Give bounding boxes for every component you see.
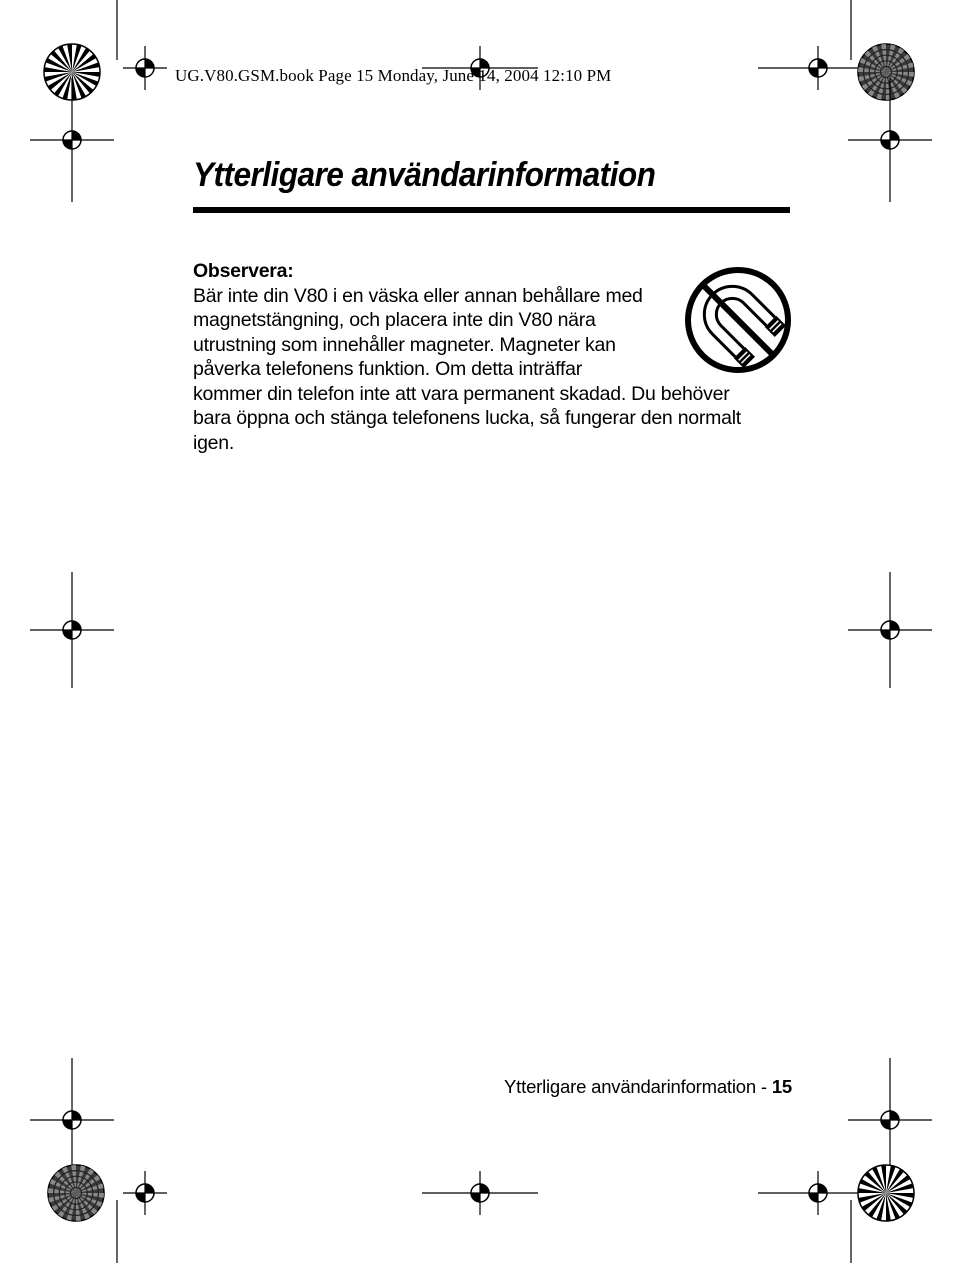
page-number: 15: [771, 1076, 792, 1097]
note-line: bara öppna och stänga telefonens lucka, så fungerar den normalt: [193, 407, 741, 429]
crosshair-quadrant: [136, 1193, 145, 1202]
crosshair-quadrant: [63, 140, 72, 149]
no-magnets-icon: [684, 266, 792, 374]
title-rule: [193, 207, 790, 213]
crosshair-quadrant: [72, 1111, 81, 1120]
print-slug: UG.V80.GSM.book Page 15 Monday, June 14, 2004 12:10 PM: [175, 66, 612, 85]
crosshair-quadrant: [72, 621, 81, 630]
crosshair-quadrant: [809, 68, 818, 77]
note-line: påverka telefonens funktion. Om detta inträffar: [193, 358, 582, 380]
note-line: utrustning som innehåller magneter. Magneter kan: [193, 333, 616, 356]
crosshair-quadrant: [63, 630, 72, 639]
note-line: Bär inte din V80 i en väska eller annan behållare med: [193, 284, 643, 307]
crosshair-quadrant: [890, 621, 899, 630]
crosshair-quadrant: [63, 1120, 72, 1129]
crosshair-quadrant: [881, 140, 890, 149]
note-label: Observera:: [193, 260, 294, 282]
crosshair-quadrant: [471, 1193, 480, 1202]
note-line: kommer din telefon inte att vara permanent skadad. Du behöver: [193, 382, 730, 405]
crosshair-quadrant: [72, 131, 81, 140]
crosshair-quadrant: [881, 1120, 890, 1129]
crosshair-quadrant: [890, 131, 899, 140]
crosshair-quadrant: [818, 1184, 827, 1193]
section-title: Ytterligare användarinformation: [193, 156, 656, 194]
note-line: igen.: [193, 431, 235, 454]
crosshair-quadrant: [145, 59, 154, 68]
note-line: magnetstängning, och placera inte din V80 nära: [193, 309, 596, 331]
crosshair-quadrant: [136, 68, 145, 77]
footer-running-title: Ytterligare användarinformation -: [504, 1076, 772, 1097]
crosshair-quadrant: [480, 1184, 489, 1193]
crosshair-quadrant: [809, 1193, 818, 1202]
crosshair-quadrant: [890, 1111, 899, 1120]
crosshair-quadrant: [818, 59, 827, 68]
crosshair-quadrant: [881, 630, 890, 639]
page-footer: [504, 1076, 792, 1098]
crosshair-quadrant: [145, 1184, 154, 1193]
